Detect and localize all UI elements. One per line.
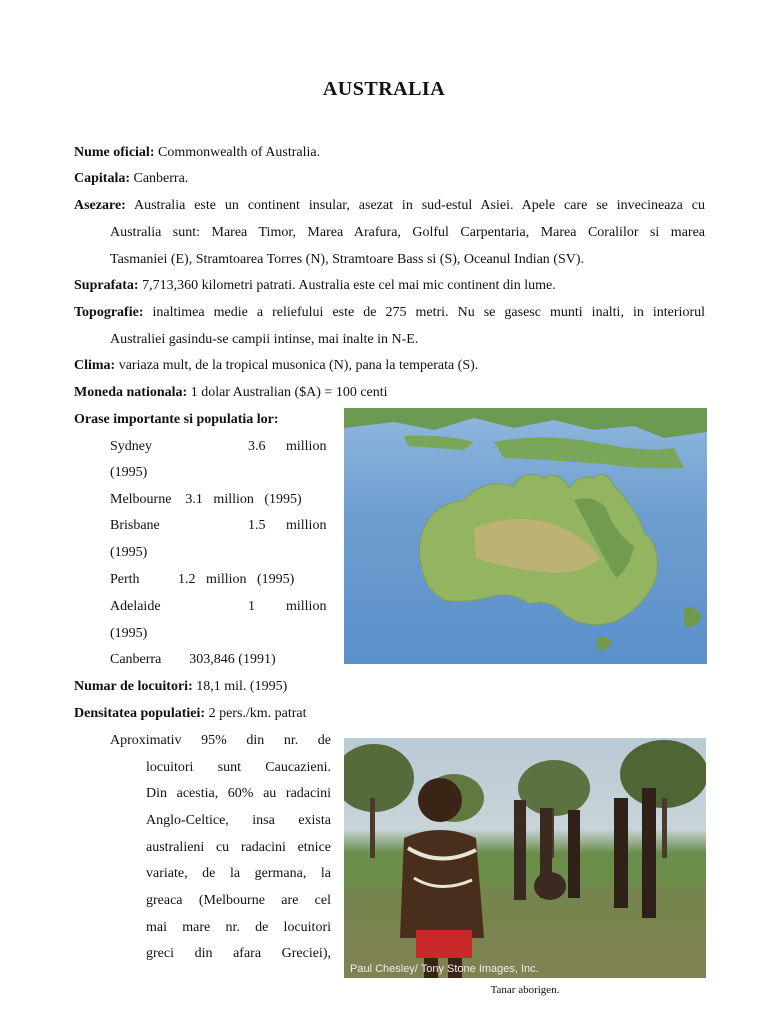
photo-credit: Paul Chesley/ Tony Stone Images, Inc. xyxy=(350,963,539,975)
ethnic-line-7: greaca (Melbourne are cel xyxy=(146,893,331,908)
capital-label: Capitala: xyxy=(74,171,130,186)
currency-line xyxy=(74,385,388,401)
population-value: 18,1 mil. (1995) xyxy=(196,679,288,694)
city-melbourne: Melbourne 3.1 million (1995) xyxy=(110,492,302,507)
topography-text-1: inaltimea medie a reliefului este de 275 metri. Nu se gasesc munti inalti, in interiorul xyxy=(152,305,705,320)
page-title: AUSTRALIA xyxy=(322,78,446,100)
population-label: Numar de locuitori: xyxy=(74,679,193,694)
ethnic-line-8: mai mare nr. de locuitori xyxy=(146,920,331,935)
topography-line-1 xyxy=(74,305,705,321)
city-brisbane-year: (1995) xyxy=(110,545,148,560)
ethnic-line-4: Anglo-Celtice, insa exista xyxy=(146,813,331,828)
photo-caption: Tanar aborigen. xyxy=(490,984,560,996)
aborigine-photo xyxy=(344,738,706,978)
ethnic-line-5: australieni cu radacini etnice xyxy=(146,840,331,855)
city-sydney-name: Sydney xyxy=(110,439,152,454)
australia-map-image xyxy=(344,408,707,664)
city-adelaide-year: (1995) xyxy=(110,626,148,641)
area-line xyxy=(74,278,556,294)
capital-value: Canberra. xyxy=(133,171,189,186)
city-canberra: Canberra 303,846 (1991) xyxy=(110,652,276,667)
official-name-label: Nume oficial: xyxy=(74,145,155,160)
cities-heading xyxy=(74,412,279,428)
topography-label: Topografie: xyxy=(74,305,144,320)
city-adelaide-pop: 1 xyxy=(248,599,255,614)
ethnic-line-3: Din acestia, 60% au radacini xyxy=(146,786,331,801)
location-line-2: Australia sunt: Marea Timor, Marea Arafura, Golful Carpentaria, Marea Coralilor si marea xyxy=(110,225,705,240)
area-value: 7,713,360 kilometri patrati. Australia este cel mai mic continent din lume. xyxy=(142,278,556,293)
location-text-1: Australia este un continent insular, asezat in sud-estul Asiei. Apele care se invecineaza cu xyxy=(133,198,705,213)
city-brisbane-unit: million xyxy=(286,518,327,533)
city-brisbane-pop: 1.5 xyxy=(248,518,266,533)
aborigine-photo-svg xyxy=(344,738,706,978)
ethnic-line-2: locuitori sunt Caucazieni. xyxy=(146,760,331,775)
climate-line xyxy=(74,358,478,374)
australia-map-svg xyxy=(344,408,707,664)
city-adelaide-unit: million xyxy=(286,599,327,614)
density-value: 2 pers./km. patrat xyxy=(208,706,307,721)
density-label: Densitatea populatiei: xyxy=(74,706,206,721)
location-label: Asezare: xyxy=(74,198,126,213)
city-sydney-year: (1995) xyxy=(110,465,148,480)
city-brisbane-name: Brisbane xyxy=(110,518,160,533)
city-adelaide-name: Adelaide xyxy=(110,599,161,614)
population-line xyxy=(74,679,287,695)
currency-label: Moneda nationala: xyxy=(74,385,188,400)
city-sydney-pop: 3.6 xyxy=(248,439,266,454)
capital-line xyxy=(74,171,188,187)
ethnic-line-6: variate, de la germana, la xyxy=(146,866,331,881)
topography-line-2: Australiei gasindu-se campii intinse, mai inalte in N-E. xyxy=(110,332,419,347)
city-perth: Perth 1.2 million (1995) xyxy=(110,572,295,587)
currency-value: 1 dolar Australian ($A) = 100 centi xyxy=(190,385,388,400)
cities-label: Orase importante si populatia lor: xyxy=(74,412,279,427)
city-sydney-unit: million xyxy=(286,439,327,454)
official-name-line xyxy=(74,145,320,161)
location-line-3: Tasmaniei (E), Stramtoarea Torres (N), Stramtoare Bass si (S), Oceanul Indian (SV). xyxy=(110,252,585,267)
location-line-1 xyxy=(74,198,705,214)
official-name-value: Commonwealth of Australia. xyxy=(157,145,321,160)
density-line xyxy=(74,706,307,722)
climate-value: variaza mult, de la tropical musonica (N), pana la temperata (S). xyxy=(118,358,479,373)
area-label: Suprafata: xyxy=(74,278,139,293)
climate-label: Clima: xyxy=(74,358,116,373)
ethnic-line-1: Aproximativ 95% din nr. de xyxy=(110,733,331,748)
ethnic-line-9: greci din afara Greciei), xyxy=(146,946,331,961)
